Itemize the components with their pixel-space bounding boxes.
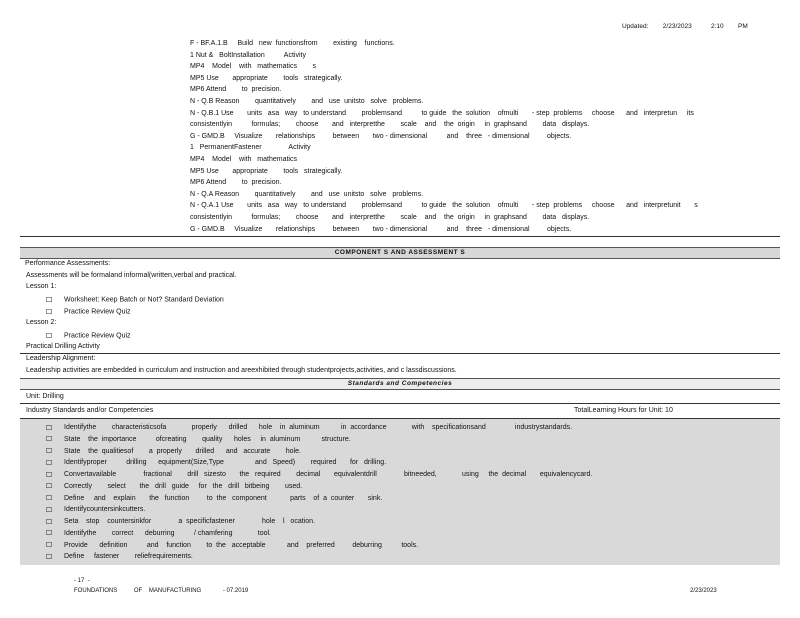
competencies-list: [44, 422, 592, 563]
competency-text: Identifythe correct deburring / chamfering tool.: [64, 529, 271, 537]
standard-line: 1 Nut & BoltInstallation Activity: [190, 51, 306, 59]
standard-line: MP5 Use appropriate tools strategically.: [190, 167, 343, 175]
lesson-2-item-text: Practice Review Quiz: [64, 332, 131, 340]
standards-list: [190, 38, 770, 235]
standard-line: N - Q.A.1 Use units asa way to understand problemsand to guide the solution ofmulti - step problems choose and interpretunit s: [190, 202, 698, 210]
competency-text: State the qualitiesof a properly drilled and accurate hole.: [64, 447, 301, 455]
unit-label: Unit: Drilling: [26, 393, 64, 400]
competency-text: Identifyproper drilling equipment(Size,Type and Speed) required for drilling.: [64, 459, 387, 467]
lesson-2-label: Lesson 2:: [26, 319, 57, 326]
standard-line: N - Q.B Reason quantitatively and use unitsto solve problems.: [190, 97, 424, 105]
standard-line: MP4 Model with mathematics: [190, 155, 297, 163]
total-hours-label: TotalLearning Hours for Unit: 10: [574, 407, 673, 414]
standard-line: MP6 Attend to precision.: [190, 179, 282, 187]
competency-item: [44, 493, 592, 505]
bullet-icon: [46, 472, 52, 477]
updated-timestamp: Updated: 2/23/2023 2:10 PM: [622, 23, 748, 30]
lesson-2-item: [44, 331, 131, 340]
bullet-icon: [46, 460, 52, 465]
competency-text: Define and explain the function to the component parts of a counter sink.: [64, 494, 383, 502]
bullet-icon: [46, 542, 52, 547]
competency-text: State the importance ofcreating quality holes in aluminum structure.: [64, 435, 351, 443]
competency-item: [44, 446, 592, 458]
standard-line: N - Q.A Reason quantitatively and use unitsto solve problems.: [190, 190, 424, 198]
leadership-heading: Leadership Alignment:: [26, 355, 96, 362]
lesson-2-item-2: Practical Drilling Activity: [26, 343, 100, 350]
footer-date: 2/23/2023: [690, 588, 717, 594]
lesson-1-label: Lesson 1:: [26, 283, 57, 290]
bullet-icon: [46, 309, 52, 314]
standard-line: consistentlyin formulas; choose and interpretthe scale and the origin in graphsand data displays.: [190, 213, 590, 221]
lesson-1-item: [44, 295, 224, 304]
bullet-icon: [46, 425, 52, 430]
lesson-1-item: [44, 307, 131, 316]
bullet-icon: [46, 436, 52, 441]
page-number: - 17 -: [74, 578, 90, 584]
bullet-icon: [46, 507, 52, 512]
competency-item: [44, 457, 592, 469]
competency-item: [44, 551, 592, 563]
competency-item: [44, 504, 592, 516]
bullet-icon: [46, 495, 52, 500]
competency-text: Define fastener reliefrequirements.: [64, 553, 193, 561]
competency-item: [44, 434, 592, 446]
standard-line: MP6 Attend to precision.: [190, 86, 282, 94]
standard-line: consistentlyin formulas; choose and interpretthe scale and the origin in graphsand data displays.: [190, 121, 590, 129]
bullet-icon: [46, 554, 52, 559]
bullet-icon: [46, 519, 52, 524]
footer-course: FOUNDATIONS OF MANUFACTURING - 07.2019: [74, 588, 249, 594]
bullet-icon: [46, 333, 52, 338]
section-divider: [20, 236, 780, 237]
section-divider: [20, 403, 780, 404]
section-divider: [20, 353, 780, 354]
competency-text: Correctly select the drill guide for the drill bitbeing used.: [64, 482, 303, 490]
bullet-icon: [46, 448, 52, 453]
standard-line: MP4 Model with mathematics s: [190, 63, 317, 71]
competency-text: Seta stop countersinkfor a specificfastener hole l ocation.: [64, 518, 315, 525]
lesson-1-item-text: Practice Review Quiz: [64, 308, 131, 316]
standard-line: G - GMD.B Visualize relationships between two - dimensional and three - dimensional objects.: [190, 132, 572, 140]
leadership-desc: Leadership activities are embedded in curriculum and instruction and areexhibited through studentprojects,activities, and c lassdiscussions.: [26, 367, 457, 374]
standard-line: F - BF.A.1.B Build new functionsfrom existing functions.: [190, 40, 395, 47]
standard-line: G - GMD.B Visualize relationships between two - dimensional and three - dimensional objects.: [190, 225, 572, 233]
competency-text: Provide definition and function to the acceptable and preferred deburring tools.: [64, 541, 419, 549]
standard-line: 1 PermanentFastener Activity: [190, 144, 311, 152]
standard-line: MP5 Use appropriate tools strategically.: [190, 74, 343, 82]
bullet-icon: [46, 483, 52, 488]
competency-item: [44, 422, 592, 434]
competency-item: [44, 528, 592, 540]
competency-item: [44, 469, 592, 481]
performance-desc: Assessments will be formaland informal(written,verbal and practical.: [26, 272, 237, 279]
competency-item: [44, 481, 592, 493]
industry-standards-header: Industry Standards and/or Competencies: [26, 407, 154, 414]
bullet-icon: [46, 297, 52, 302]
bullet-icon: [46, 530, 52, 535]
standards-competencies-bar: Standards and Competencies: [20, 378, 780, 390]
competency-item: [44, 516, 592, 528]
competency-text: Convertavailable fractional drill sizesto the required decimal equivalentdrill bitneeded, using the decimal equivalencycard.: [64, 471, 593, 478]
performance-heading: Performance Assessments:: [25, 260, 111, 267]
competency-item: [44, 540, 592, 552]
standard-line: N - Q.B.1 Use units asa way to understand problemsand to guide the solution ofmulti - step problems choose and interpretun its: [190, 109, 694, 117]
lesson-1-item-text: Worksheet: Keep Batch or Not? Standard Deviation: [64, 296, 224, 304]
competency-text: Identifycountersinkcutters.: [64, 506, 146, 514]
components-assessments-bar: COMPONENT S AND ASSESSMENT S: [20, 247, 780, 259]
competency-text: Identifythe characteristicsofa properly drilled hole in aluminum in accordance with specificationsand industrystandards.: [64, 424, 573, 431]
